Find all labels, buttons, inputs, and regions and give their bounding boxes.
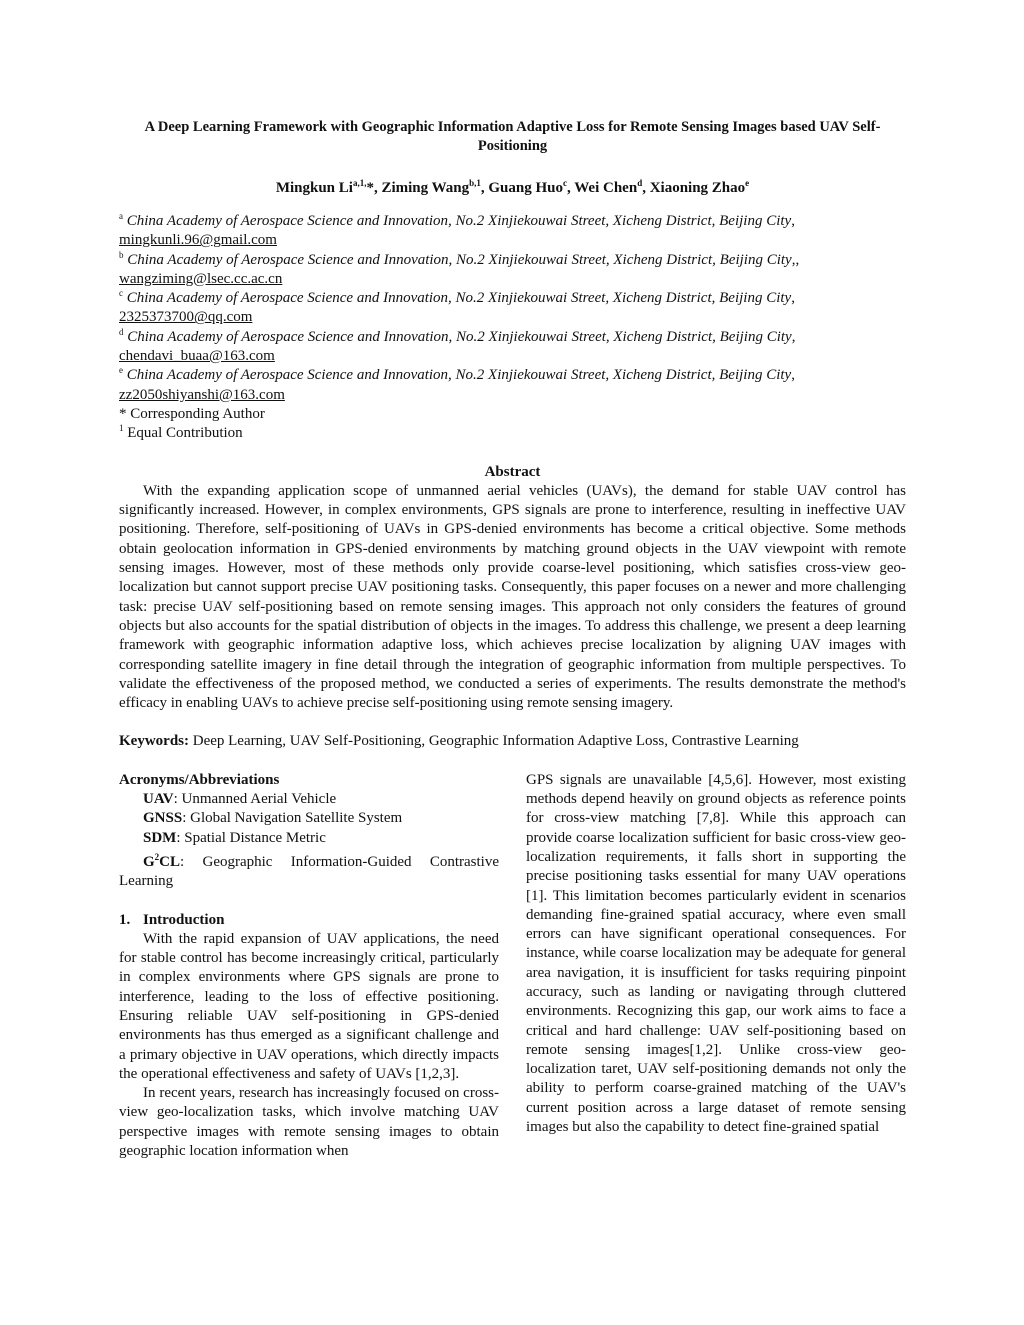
- body-paragraph: With the rapid expansion of UAV applications, the need for stable control has become increasingly critical, particularly in complex environments where GPS signals are prone to interference, leading to the loss of effective positioning. Ensuring reliable UAV self-positioning in GPS-denied environments has thus emerged as a significant challenge and a primary objective in UAV operations, which directly impacts the operational effectiveness and safety of UAVs [1,2,3].: [119, 930, 499, 1082]
- email-link[interactable]: 2325373700@qq.com: [119, 309, 253, 326]
- keywords-label: Keywords:: [119, 733, 189, 750]
- paper-title: A Deep Learning Framework with Geographic Information Adaptive Loss for Remote Sensing Images based UAV Self-Positioning: [144, 119, 881, 154]
- affiliation: [119, 251, 906, 290]
- corresponding-author-note: * Corresponding Author: [119, 405, 265, 422]
- affiliation-text: China Academy of Aerospace Science and Innovation, No.2 Xinjiekouwai Street, Xicheng District, Beijing City: [127, 328, 792, 345]
- abstract-text: With the expanding application scope of unmanned aerial vehicles (UAVs), the demand for stable UAV control has significantly increased. However, in complex environments, GPS signals are prone to interference, resulting in ineffective UAV positioning. Therefore, self-positioning of UAVs in GPS-denied environments has become a critical objective. Some methods obtain geolocation information in GPS-denied environments by matching ground objects in the UAV viewpoint with remote sensing images. However, most of these methods only provide coarse-level positioning, which satisfies cross-view geo-localization but cannot support precise UAV positioning tasks. Consequently, this paper focuses on a newer and more challenging task: precise UAV self-positioning based on remote sensing images. This approach not only considers the features of ground objects but also accounts for the spatial distribution of objects in the images. To address this challenge, we present a deep learning framework with geographic information adaptive loss, which achieves precise localization by aligning UAV images with corresponding satellite imagery in fine detail through the integration of geographic information from multiple perspectives. To validate the effectiveness of the proposed method, we conducted a series of experiments. The results demonstrate the method's efficacy in enabling UAVs to achieve precise self-positioning using remote sensing imagery.: [119, 482, 906, 712]
- affiliation-mark: b: [119, 249, 124, 260]
- abstract-heading: Abstract: [484, 463, 541, 480]
- affiliation: [119, 289, 906, 328]
- acronym-term: SDM: [143, 829, 177, 846]
- author-list: [119, 178, 906, 198]
- acronym-term: CL: [159, 853, 181, 870]
- acronym-term: G: [143, 853, 155, 870]
- author-affil-mark: c: [563, 178, 568, 188]
- two-column-body: [119, 771, 906, 1162]
- author-affil-mark: b,1: [469, 178, 481, 188]
- affiliation-punct: ,,: [791, 251, 800, 268]
- affiliation-mark: d: [119, 326, 124, 337]
- section-title: Introduction: [143, 911, 225, 928]
- email-link[interactable]: zz2050shiyanshi@163.com: [119, 386, 285, 403]
- affiliation-mark: e: [119, 365, 123, 376]
- author-separator: ,: [480, 180, 489, 196]
- affiliation-list: [119, 212, 906, 444]
- author-separator: ,: [567, 180, 575, 196]
- author-name: Ziming Wang: [381, 180, 470, 196]
- affiliation-punct: ,: [791, 367, 795, 384]
- email-link[interactable]: mingkunli.96@gmail.com: [119, 232, 277, 249]
- affiliation-mark: c: [119, 288, 123, 299]
- affiliation-text: China Academy of Aerospace Science and Innovation, No.2 Xinjiekouwai Street, Xicheng District, Beijing City: [127, 251, 792, 268]
- affiliation-punct: ,: [791, 328, 796, 345]
- acronym-definition: : Unmanned Aerial Vehicle: [173, 791, 337, 808]
- affiliation-punct: ,: [791, 290, 795, 307]
- affiliation: [119, 328, 906, 367]
- affiliation-text: China Academy of Aerospace Science and Innovation, No.2 Xinjiekouwai Street, Xicheng District, Beijing City: [126, 213, 792, 229]
- author-affil-mark: d: [637, 178, 643, 188]
- affiliation-punct: ,: [791, 213, 795, 229]
- author-separator: *,: [366, 180, 382, 196]
- affiliation-text: China Academy of Aerospace Science and Innovation, No.2 Xinjiekouwai Street, Xicheng District, Beijing City: [126, 367, 792, 384]
- affiliation: [119, 366, 906, 405]
- equal-contribution-note: [119, 424, 906, 443]
- equal-contribution-mark: 1: [119, 423, 124, 434]
- keywords: [119, 732, 906, 751]
- acronym-item: [119, 790, 499, 809]
- affiliation-mark: a: [119, 211, 123, 221]
- author-name: Guang Huo: [488, 180, 564, 196]
- section-number: 1.: [119, 911, 131, 928]
- email-link[interactable]: chendavi_buaa@163.com: [119, 348, 275, 365]
- acronym-term: UAV: [143, 791, 174, 808]
- acronym-term-superscript: 2: [154, 851, 160, 862]
- equal-contribution-text: Equal Contribution: [123, 425, 243, 442]
- acronym-definition: : Global Navigation Satellite System: [182, 810, 403, 827]
- acronym-definition: : Geographic Information-Guided Contrastive Learning: [119, 853, 499, 890]
- acronym-definition: : Spatial Distance Metric: [176, 829, 326, 846]
- keywords-text: Deep Learning, UAV Self-Positioning, Geographic Information Adaptive Loss, Contrastive Learning: [189, 733, 799, 750]
- right-column: [526, 771, 906, 1162]
- acronym-item: [119, 809, 499, 828]
- acronym-item: [119, 829, 499, 848]
- body-paragraph: GPS signals are unavailable [4,5,6]. However, most existing methods depend heavily on ground objects as reference points for cross-view matching [7,8]. While this approach can provide coarse localization sufficient for basic cross-view geo-localization requirements, it falls short in supporting the precise positioning tasks essential for many UAV operations [1]. This limitation becomes particularly evident in scenarios demanding fine-grained spatial accuracy, where even small errors can have significant operational consequences. For instance, while coarse localization may be adequate for general area navigation, it is insufficient for tasks requiring pinpoint accuracy, such as landing or navigating through cluttered environments. Recognizing this gap, our work aims to face a critical and hard challenge: UAV self-positioning based on remote sensing images[1,2]. Unlike cross-view geo-localization taret, UAV self-positioning demands not only the ability to perform coarse-grained matching of the UAV's current position across a large dataset of remote sensing images but also the capability to detect fine-grained spatial: [526, 771, 906, 1136]
- acronym-item: [119, 848, 499, 892]
- author-name: Mingkun Li: [275, 180, 353, 196]
- author-affil-mark: e: [745, 178, 750, 188]
- email-link[interactable]: wangziming@lsec.cc.ac.cn: [119, 270, 283, 287]
- author-affil-mark: a,1,: [352, 178, 367, 188]
- author-name: Xiaoning Zhao: [649, 180, 746, 196]
- acronym-term: GNSS: [143, 810, 183, 827]
- left-column: [119, 771, 499, 1162]
- affiliation-text: China Academy of Aerospace Science and Innovation, No.2 Xinjiekouwai Street, Xicheng District, Beijing City: [126, 290, 792, 307]
- paper-page: [119, 118, 906, 1161]
- acronyms-heading: Acronyms/Abbreviations: [119, 771, 280, 788]
- author-separator: ,: [642, 180, 650, 196]
- author-name: Wei Chen: [574, 180, 638, 196]
- section-heading-introduction: [119, 911, 499, 930]
- affiliation: [119, 212, 906, 251]
- body-paragraph: In recent years, research has increasingly focused on cross-view geo-localization tasks, which involve matching UAV perspective images with remote sensing images to obtain geographic location information when: [119, 1085, 499, 1160]
